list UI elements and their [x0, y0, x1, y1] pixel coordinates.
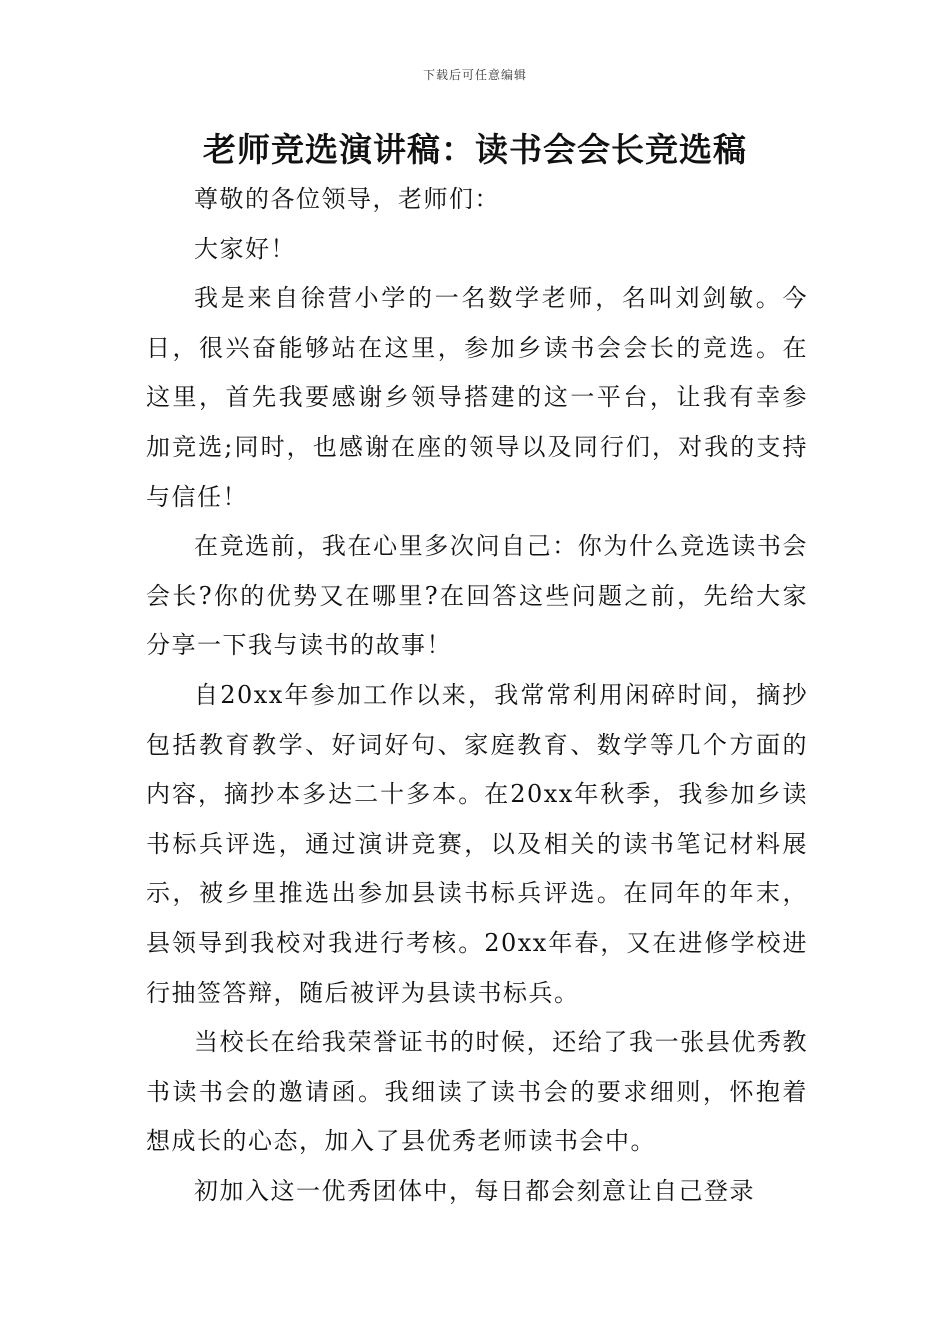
paragraph-question: 在竞选前，我在心里多次问自己：你为什么竞选读书会会长?你的优势又在哪里?在回答这些问题之前，先给大家分享一下我与读书的故事！ — [146, 532, 808, 660]
paragraph-invitation: 当校长在给我荣誉证书的时候，还给了我一张县优秀教书读书会的邀请函。我细读了读书会的要求细则，怀抱着想成长的心态，加入了县优秀老师读书会中。 — [146, 1028, 808, 1156]
paragraph-greeting: 大家好！ — [194, 234, 296, 263]
header-note: 下载后可任意编辑 — [422, 68, 527, 82]
paragraph-salutation: 尊敬的各位领导，老师们： — [194, 185, 500, 213]
paragraph-joining: 初加入这一优秀团体中，每日都会刻意让自己登录 — [194, 1176, 755, 1205]
paragraph-reading-story: 自20xx年参加工作以来，我常常利用闲碎时间，摘抄包括教育教学、好词好句、家庭教育、数学等几个方面的内容，摘抄本多达二十多本。在20xx年秋季，我参加乡读书标兵评选，通过演讲竞赛，以及相关的读书笔记材料展示，被乡里推选出参加县读书标兵评选。在同年的年末，县领导到我校对我进行考核。20xx年春，又在进修学校进行抽签答辩，随后被评为县读书标兵。 — [146, 680, 808, 1007]
document-title: 老师竞选演讲稿：读书会会长竞选稿 — [203, 130, 747, 169]
paragraph-introduction: 我是来自徐营小学的一名数学老师，名叫刘剑敏。今日，很兴奋能够站在这里，参加乡读书会会长的竞选。在这里，首先我要感谢乡领导搭建的这一平台，让我有幸参加竞选;同时，也感谢在座的领导以及同行们，对我的支持与信任！ — [146, 284, 808, 511]
document-body — [146, 175, 808, 1216]
